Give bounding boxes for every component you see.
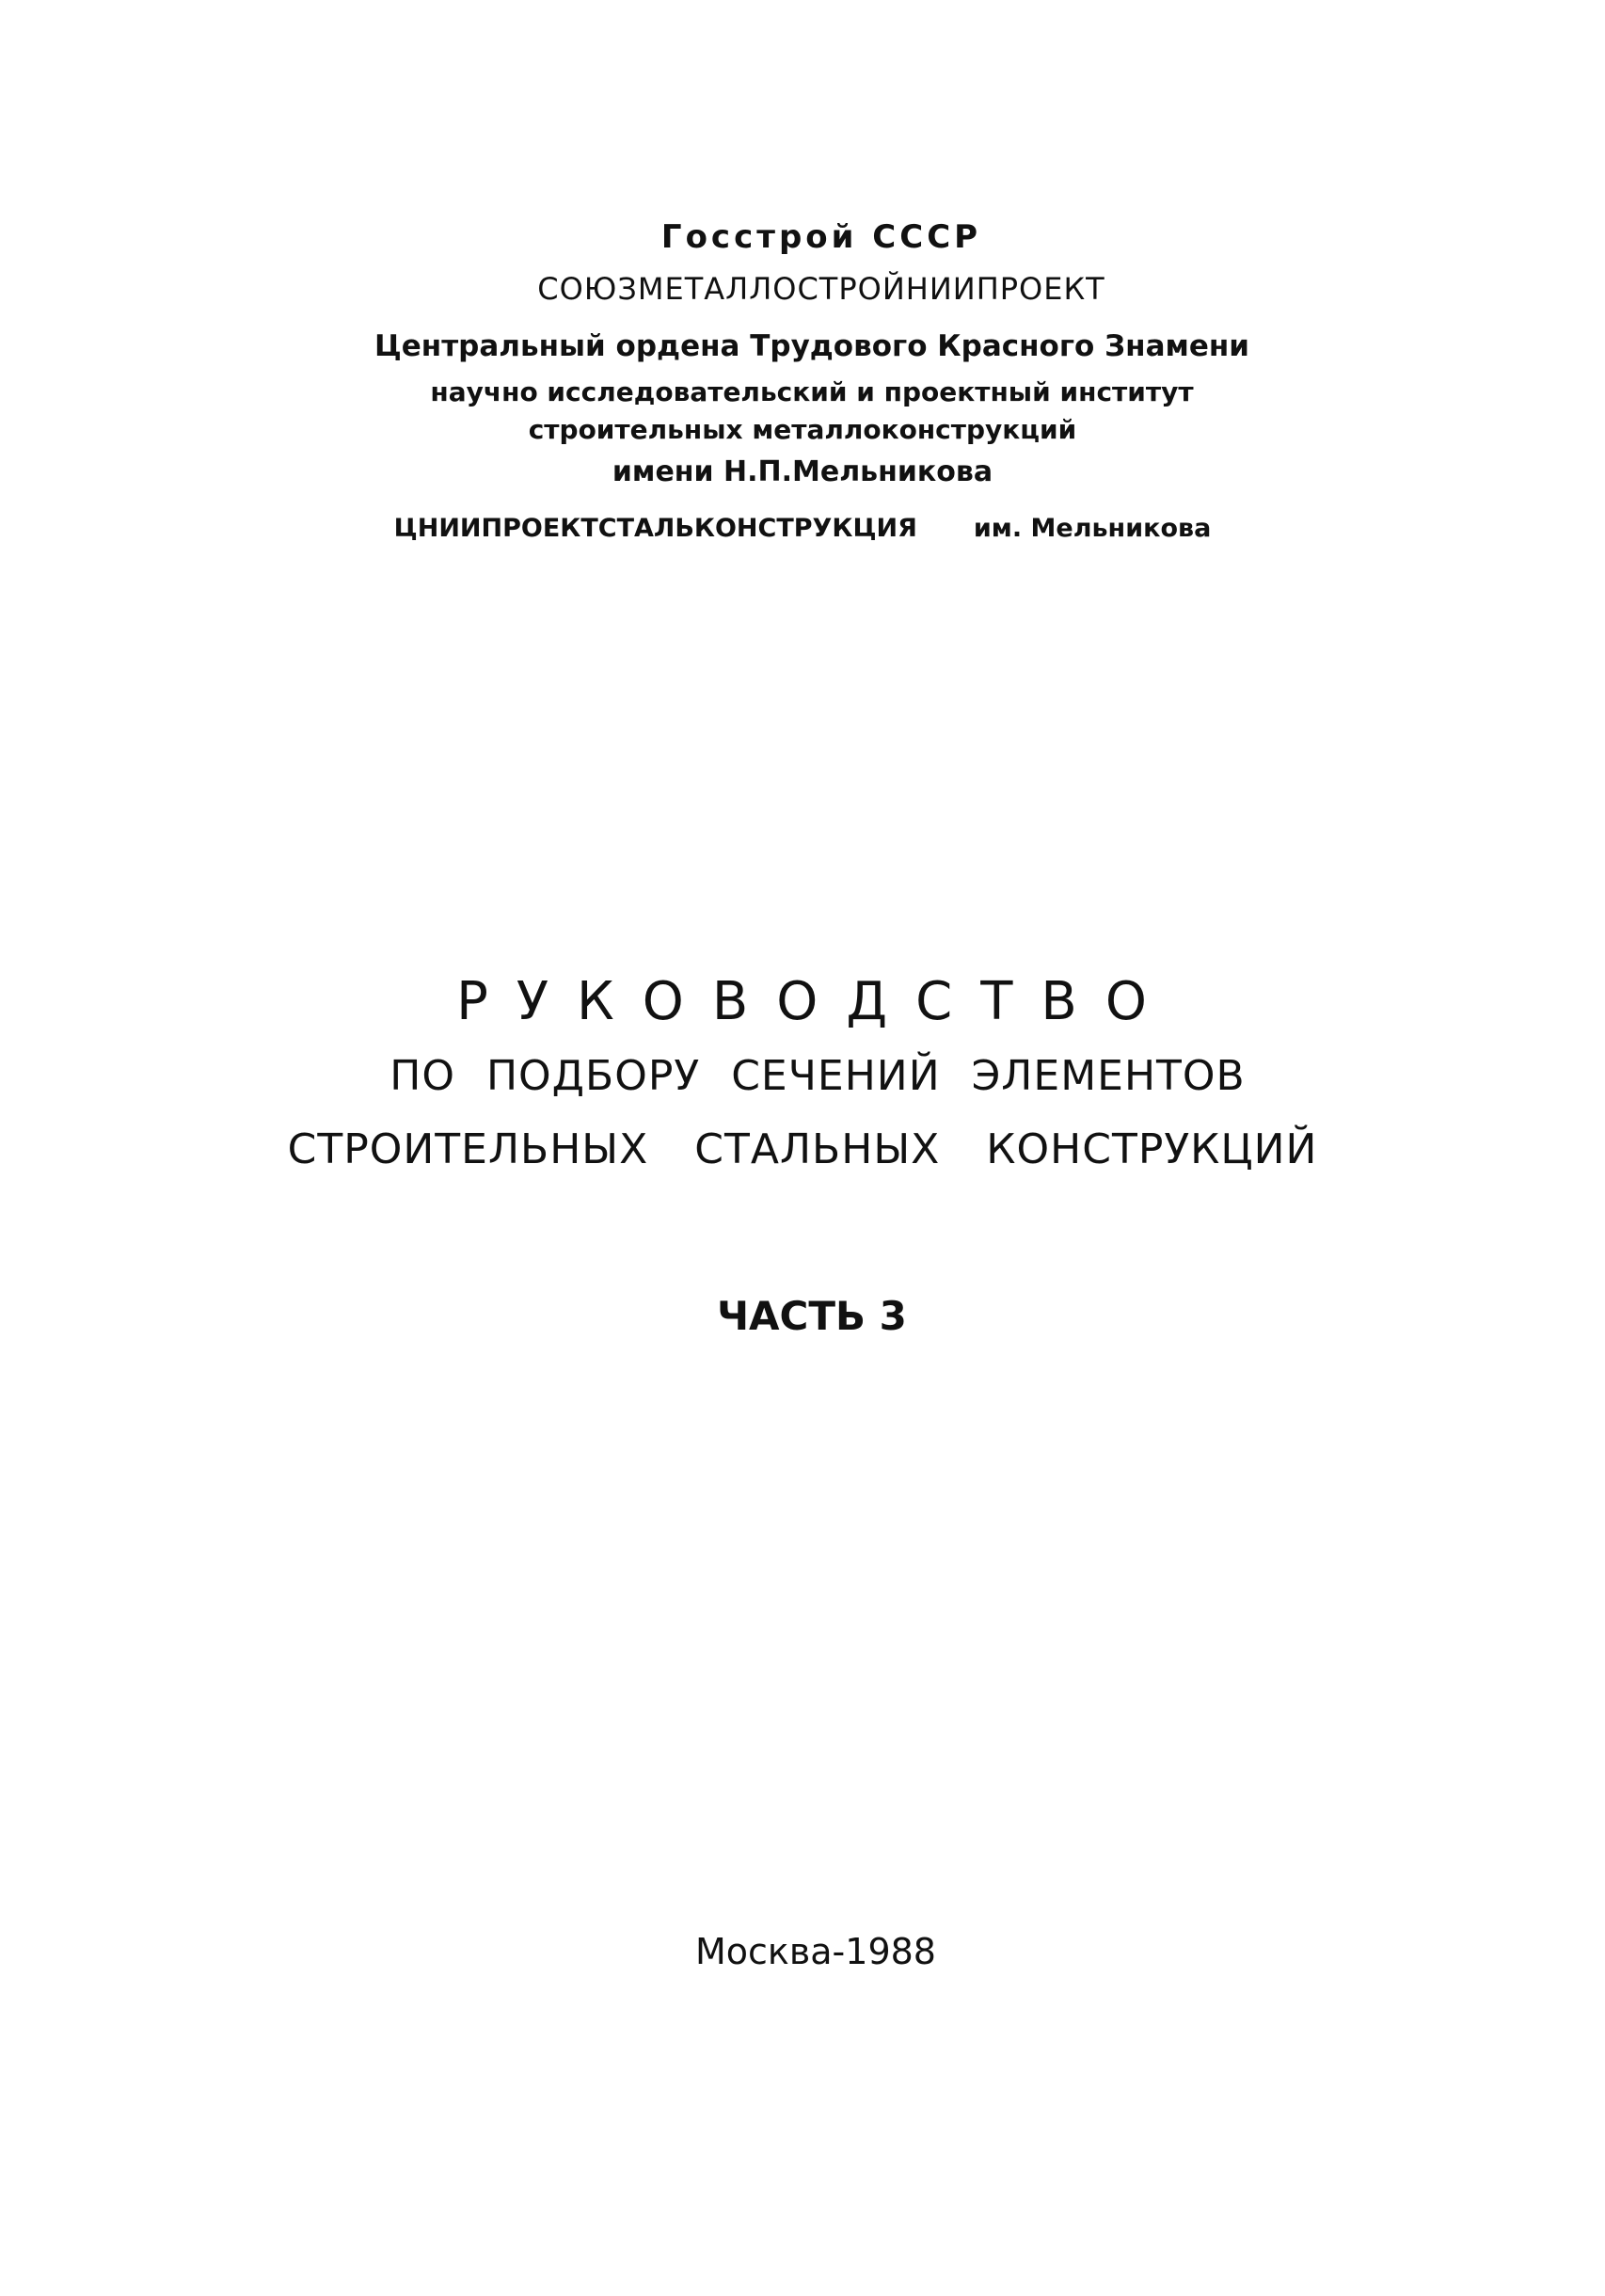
- place-and-year: Москва-1988: [695, 1931, 936, 1972]
- header-short-org: ЦНИИПРОЕКТСТАЛЬКОНСТРУКЦИЯ: [393, 514, 917, 543]
- header-institute-line-1: Центральный ордена Трудового Красного Знамени: [374, 329, 1249, 363]
- header-short-name: им. Мельникова: [973, 514, 1212, 543]
- header-institute-line-2: научно исследовательский и проектный институт: [430, 376, 1194, 407]
- header-institute-line-4: имени Н.П.Мельникова: [612, 455, 993, 488]
- document-title: РУКОВОДСТВО: [456, 971, 1175, 1032]
- document-part: ЧАСТЬ 3: [717, 1293, 907, 1339]
- header-institute-short: [0, 514, 1605, 543]
- header-gosstroy: Госстрой СССР: [660, 218, 982, 256]
- document-subtitle-line-2: СТРОИТЕЛЬНЫХ СТАЛЬНЫХ КОНСТРУКЦИЙ: [287, 1125, 1318, 1173]
- header-institute-line-3: строительных металлоконструкций: [528, 414, 1077, 445]
- header-organization: СОЮЗМЕТАЛЛОСТРОЙНИИПРОЕКТ: [537, 271, 1105, 307]
- document-subtitle-line-1: ПО ПОДБОРУ СЕЧЕНИЙ ЭЛЕМЕНТОВ: [389, 1052, 1246, 1100]
